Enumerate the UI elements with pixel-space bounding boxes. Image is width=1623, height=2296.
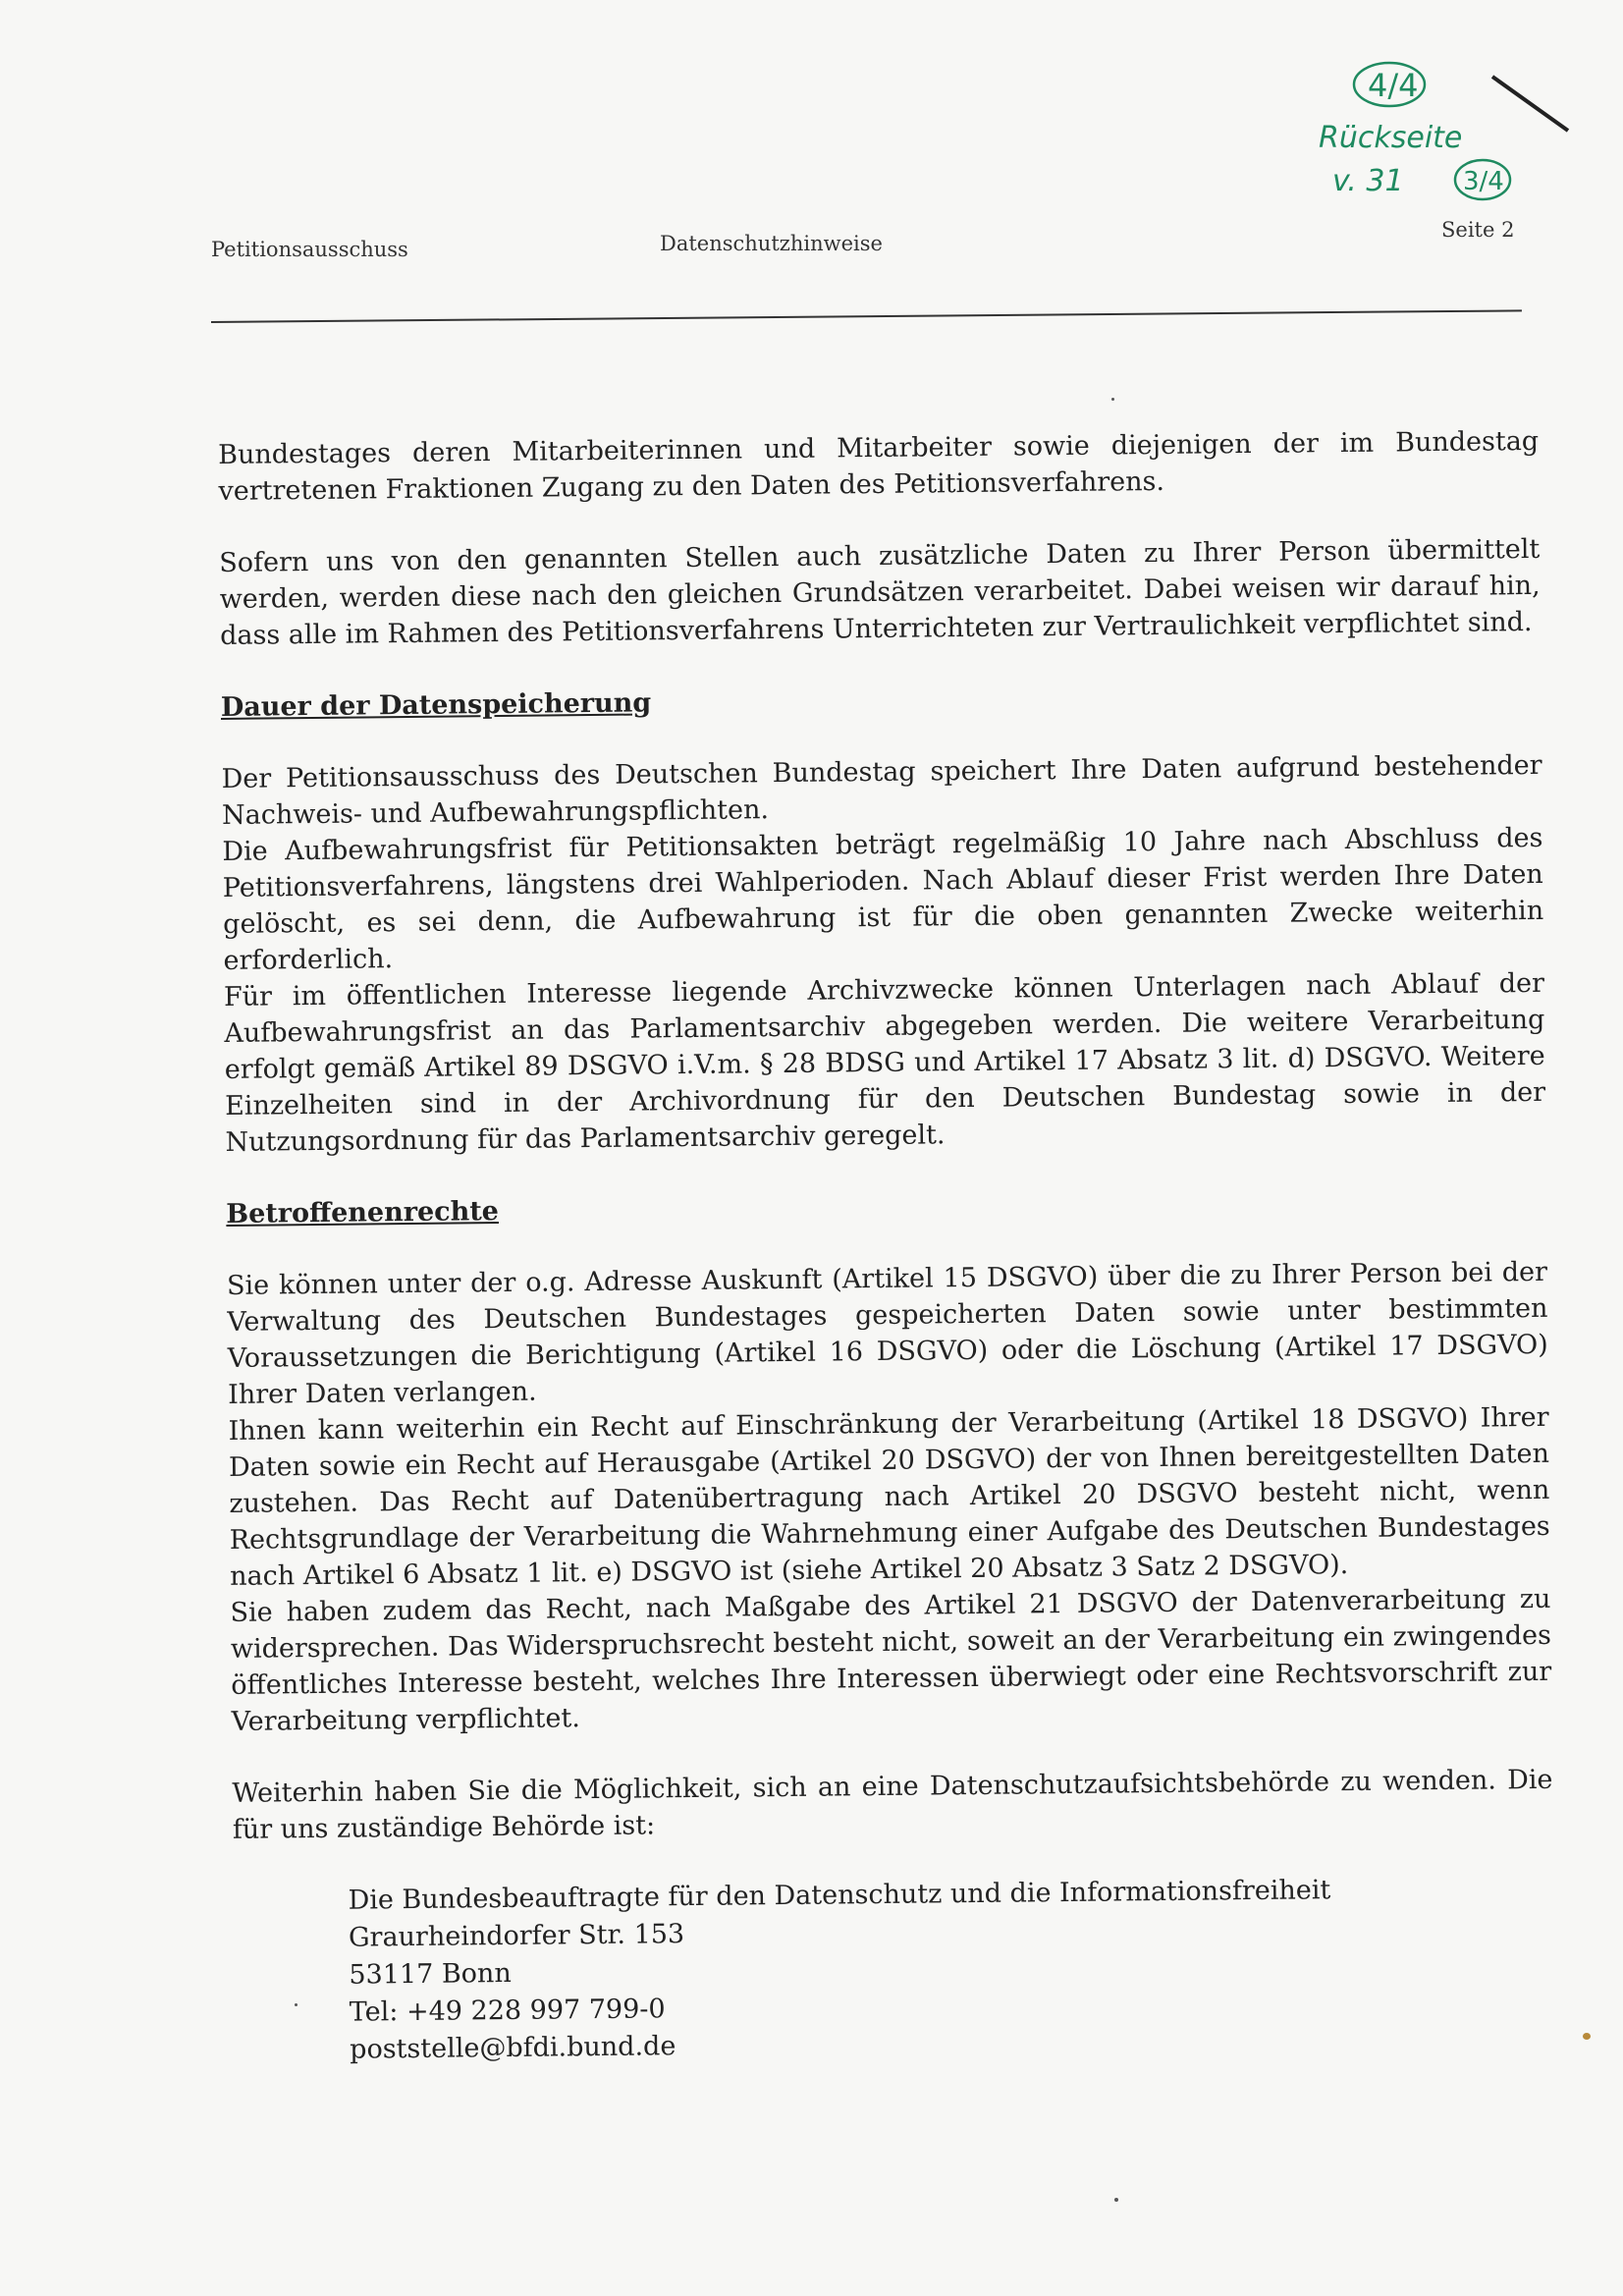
address-city: 53117 Bonn: [349, 1957, 512, 1991]
paragraph-rights-3: Sie haben zudem das Recht, nach Maßgabe des Artikel 21 DSGVO der Datenverarbeitung zu widersprechen. Das Widerspruchsrecht besteht nicht, soweit an der Verarbeitung ein zwingendes öffentliches Interesse besteht, welches Ihre Interessen überwiegt oder eine Rechtsvorschrift zur Verarbeitung verpflichtet.: [230, 1583, 1552, 1737]
paragraph-storage-1: Der Petitionsausschuss des Deutschen Bundestag speichert Ihre Daten aufgrund bestehender Nachweis- und Aufbewahrungspflichten.: [221, 749, 1542, 831]
header-title: Datenschutzhinweise: [660, 232, 883, 255]
paragraph-additional-data: Sofern uns von den genannten Stellen auch zusätzliche Daten zu Ihrer Person übermittelt werden, werden diese nach den gleichen Grundsätzen verarbeitet. Dabei weisen wir darauf hin, dass alle im Rahmen des Petitionsverfahrens Unterrichteten zur Vertraulichkeit verpflichtet sind.: [219, 533, 1541, 651]
authority-address: [348, 1870, 1555, 2069]
heading-data-subject-rights: Betroffenenrechte: [226, 1196, 500, 1230]
address-email: poststelle@bfdi.bund.de: [350, 2031, 676, 2065]
page-number: Seite 2: [1441, 218, 1515, 242]
scan-speck: [1583, 2033, 1591, 2040]
paragraph-rights-2: Ihnen kann weiterhin ein Recht auf Einschränkung der Verarbeitung (Artikel 18 DSGVO) Ihrer Daten sowie ein Recht auf Herausgabe (Artikel 20 DSGVO) der von Ihnen bereitgestellten Daten zustehen. Das Recht auf Datenübertragung nach Artikel 20 DSGVO besteht nicht, wenn Rechtsgrundlage der Verarbeitung die Wahrnehmung einer Aufgabe des Deutschen Bundestages nach Artikel 6 Absatz 1 lit. e) DSGVO ist (siehe Artikel 20 Absatz 3 Satz 2 DSGVO).: [228, 1401, 1550, 1592]
paragraph-supervisory-authority: Weiterhin haben Sie die Möglichkeit, sich an eine Datenschutzaufsichtsbehörde zu wenden. Die für uns zuständige Behörde ist:: [232, 1764, 1553, 1845]
handwritten-annotation: [1311, 57, 1576, 204]
svg-text:4/4: 4/4: [1368, 67, 1419, 104]
address-phone: Tel: +49 228 997 799-0: [349, 1994, 666, 2028]
paragraph-storage-3: Für im öffentlichen Interesse liegende Archivzwecke können Unterlagen nach Ablauf der Aufbewahrungsfrist an das Parlamentsarchiv abgegeben werden. Die weitere Verarbeitung erfolgt gemäß Artikel 89 DSGVO i.V.m. § 28 BDSG und Artikel 17 Absatz 3 lit. d) DSGVO. Weitere Einzelheiten sind in der Archivordnung für den Deutschen Bundestag sowie in der Nutzungsordnung für das Parlamentsarchiv geregelt.: [223, 967, 1546, 1158]
svg-text:Rückseite: Rückseite: [1319, 121, 1463, 155]
address-street: Graurheindorfer Str. 153: [348, 1919, 685, 1953]
header-committee: Petitionsausschuss: [211, 238, 408, 261]
paragraph-intro: Bundestages deren Mitarbeiterinnen und Mitarbeiter sowie diejenigen der im Bundestag vertretenen Fraktionen Zugang zu den Daten des Petitionsverfahrens.: [218, 425, 1540, 507]
paragraph-rights-1: Sie können unter der o.g. Adresse Auskunft (Artikel 15 DSGVO) über die zu Ihrer Person bei der Verwaltung des Deutschen Bundestages gespeicherten Daten sowie unter bestimmten Voraussetzungen die Berichtigung (Artikel 16 DSGVO) oder die Löschung (Artikel 17 DSGVO) Ihrer Daten verlangen.: [226, 1256, 1548, 1410]
paragraph-storage-2: Die Aufbewahrungsfrist für Petitionsakten beträgt regelmäßig 10 Jahre nach Abschluss des Petitionsverfahrens, längstens drei Wahlperioden. Nach Ablauf dieser Frist werden Ihre Daten gelöscht, es sei denn, die Aufbewahrung ist für die oben genannten Zwecke weiterhin erforderlich.: [222, 822, 1544, 976]
scan-speck: [1114, 2198, 1118, 2202]
scan-speck: [295, 2003, 298, 2006]
address-name: Die Bundesbeauftragte für den Datenschutz und die Informationsfreiheit: [348, 1875, 1331, 1916]
body-text: [218, 423, 1555, 2070]
heading-storage-duration: Dauer der Datenspeicherung: [220, 687, 652, 723]
scan-speck: [1111, 398, 1114, 401]
svg-text:v. 31: v. 31: [1332, 164, 1404, 198]
header-rule: [211, 309, 1522, 323]
svg-text:3/4: 3/4: [1463, 167, 1504, 196]
